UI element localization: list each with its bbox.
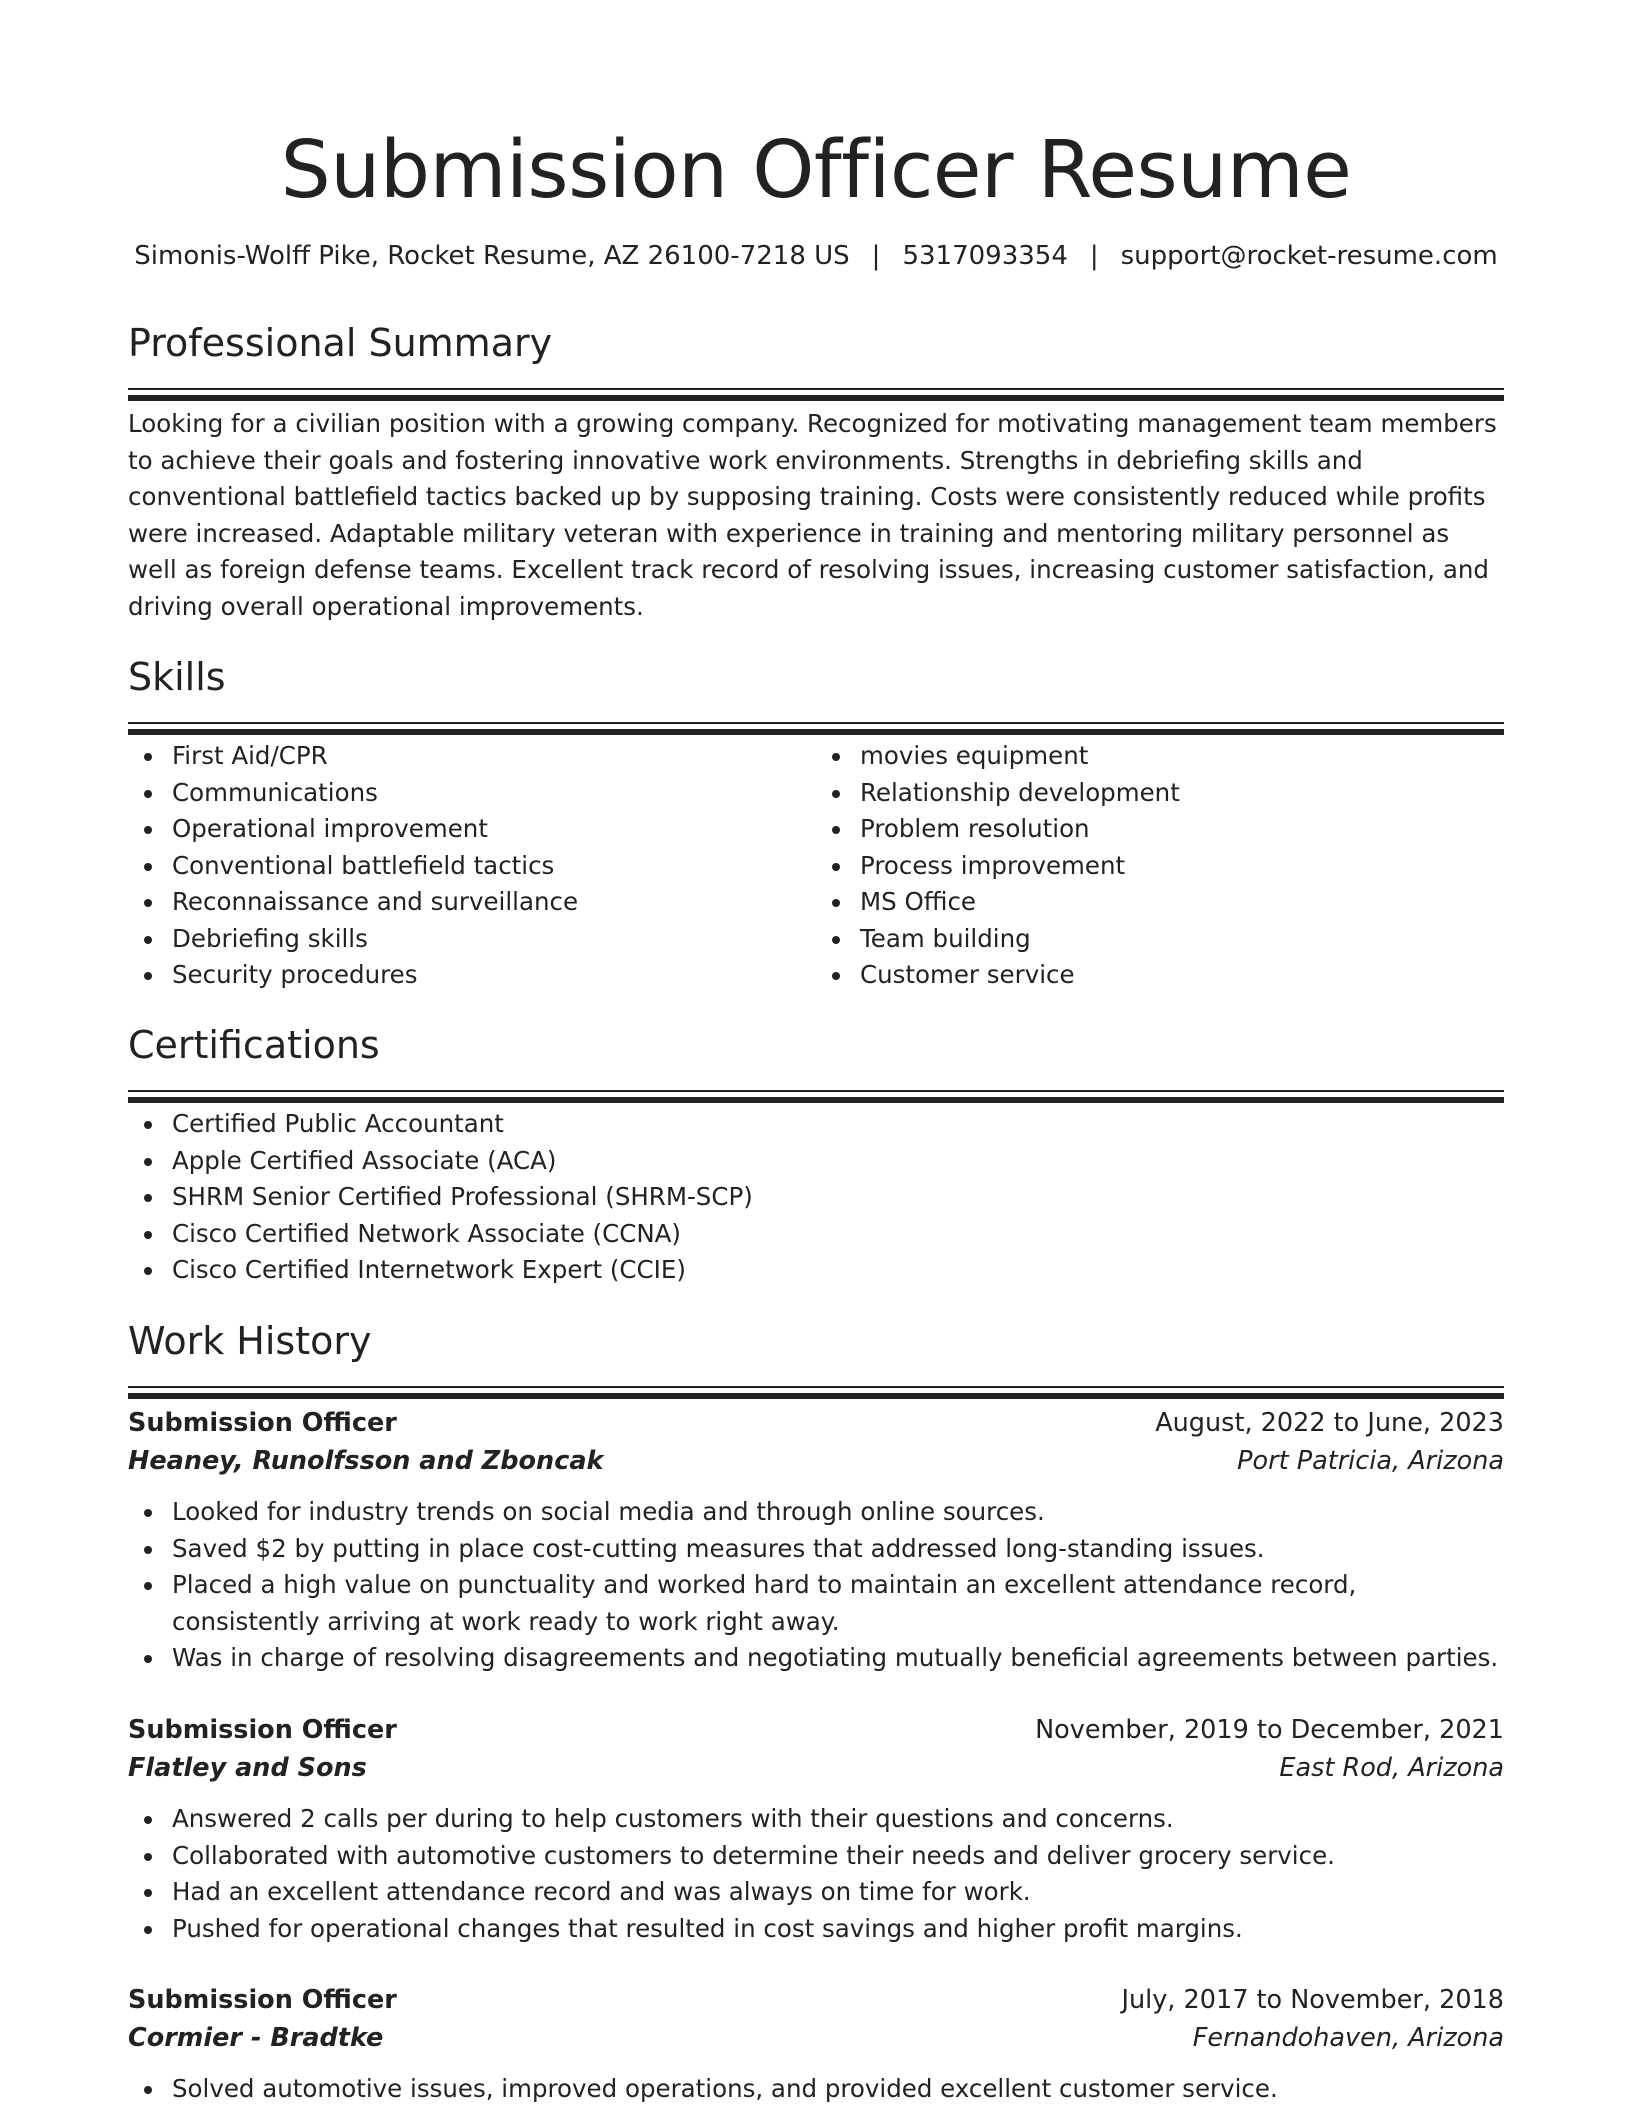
contact-email[interactable]: support@rocket-resume.com xyxy=(1120,241,1498,271)
skill-item: Problem resolution xyxy=(860,811,1504,848)
skill-item: Reconnaissance and surveillance xyxy=(172,884,816,921)
summary-text: Looking for a civilian position with a growing company. Recognized for motivating management team members to achieve their goals and fostering innovative work environments. Strengths in debriefing skills and conventional battlefield tactics backed up by supposing training. Costs were consistently reduced while profits were increased. Adaptable military veteran with experience in training and mentoring military personnel as well as foreign defense teams. Excellent track record of resolving issues, increasing customer satisfaction, and driving overall operational improvements. xyxy=(128,409,1497,621)
certifications-list xyxy=(128,1106,1504,1289)
contact-phone: 5317093354 xyxy=(902,241,1068,271)
skill-item: Customer service xyxy=(860,957,1504,994)
contact-separator: | xyxy=(871,241,881,271)
section-divider xyxy=(128,1386,1504,1399)
section-divider xyxy=(128,1090,1504,1103)
skills-list xyxy=(128,738,1504,994)
job-company: Flatley and Sons xyxy=(128,1753,367,1783)
section-divider xyxy=(128,388,1504,401)
certification-item: SHRM Senior Certified Professional (SHRM-SCP) xyxy=(172,1179,1504,1216)
work-section-header xyxy=(128,1316,1504,1399)
job-title: Submission Officer xyxy=(128,1715,397,1745)
certification-item: Cisco Certified Network Associate (CCNA) xyxy=(172,1216,1504,1253)
job-title: Submission Officer xyxy=(128,1985,397,2015)
section-divider xyxy=(128,722,1504,735)
contact-separator: | xyxy=(1089,241,1099,271)
certification-item: Certified Public Accountant xyxy=(172,1106,1504,1143)
page-title: Submission Officer Resume xyxy=(280,124,1352,216)
job-bullet: Looked for industry trends on social media and through online sources. xyxy=(172,1494,1504,1531)
skill-item: Relationship development xyxy=(860,775,1504,812)
job-bullet: Answered 2 calls per during to help customers with their questions and concerns. xyxy=(172,1801,1504,1838)
skills-column-right xyxy=(816,738,1504,994)
job-bullet: Saved $2 by putting in place cost-cutting measures that addressed long-standing issues. xyxy=(172,1531,1504,1568)
job-company: Heaney, Runolfsson and Zboncak xyxy=(128,1446,604,1476)
job-bullets xyxy=(128,1801,1504,1947)
job-title: Submission Officer xyxy=(128,1408,397,1438)
job-bullet: Had an excellent attendance record and was always on time for work. xyxy=(172,1874,1504,1911)
certification-item: Apple Certified Associate (ACA) xyxy=(172,1143,1504,1180)
job-company: Cormier - Bradtke xyxy=(128,2023,384,2053)
certifications-section-header xyxy=(128,1020,1504,1103)
job-location: East Rod, Arizona xyxy=(1279,1753,1504,1783)
skill-item: movies equipment xyxy=(860,738,1504,775)
job-dates: August, 2022 to June, 2023 xyxy=(1155,1408,1504,1438)
skill-item: Debriefing skills xyxy=(172,921,816,958)
contact-line xyxy=(128,238,1504,274)
job-bullets xyxy=(128,2071,1504,2108)
skill-item: Security procedures xyxy=(172,957,816,994)
job-bullet: Placed a high value on punctuality and worked hard to maintain an excellent attendance record, consistently arriving at work ready to work right away. xyxy=(172,1567,1504,1640)
summary-section-header xyxy=(128,318,1504,401)
job-header-row xyxy=(128,1404,1504,1442)
skills-section-header xyxy=(128,652,1504,735)
skill-item: Team building xyxy=(860,921,1504,958)
skill-item: Operational improvement xyxy=(172,811,816,848)
job-dates: November, 2019 to December, 2021 xyxy=(1035,1715,1504,1745)
job-bullet: Pushed for operational changes that resulted in cost savings and higher profit margins. xyxy=(172,1911,1504,1948)
job-bullet: Solved automotive issues, improved operations, and provided excellent customer service. xyxy=(172,2071,1504,2108)
job-entry xyxy=(128,1711,1504,1947)
job-bullet: Collaborated with automotive customers to determine their needs and deliver grocery service. xyxy=(172,1838,1504,1875)
job-company-row xyxy=(128,2019,1504,2057)
skill-item: Communications xyxy=(172,775,816,812)
job-location: Port Patricia, Arizona xyxy=(1237,1446,1504,1476)
job-header-row xyxy=(128,1981,1504,2019)
summary-heading: Professional Summary xyxy=(128,321,553,365)
job-company-row xyxy=(128,1442,1504,1480)
job-bullet: Was in charge of resolving disagreements and negotiating mutually beneficial agreements between parties. xyxy=(172,1640,1504,1677)
skills-column-left xyxy=(128,738,816,994)
certifications-heading: Certifications xyxy=(128,1023,380,1067)
job-entry xyxy=(128,1981,1504,2108)
certification-item: Cisco Certified Internetwork Expert (CCIE) xyxy=(172,1252,1504,1289)
skill-item: MS Office xyxy=(860,884,1504,921)
contact-address: Simonis-Wolff Pike, Rocket Resume, AZ 26100-7218 US xyxy=(134,241,850,271)
skill-item: Process improvement xyxy=(860,848,1504,885)
job-dates: July, 2017 to November, 2018 xyxy=(1121,1985,1504,2015)
job-company-row xyxy=(128,1749,1504,1787)
job-bullets xyxy=(128,1494,1504,1677)
job-location: Fernandohaven, Arizona xyxy=(1192,2023,1504,2053)
work-heading: Work History xyxy=(128,1319,372,1363)
job-header-row xyxy=(128,1711,1504,1749)
job-entry xyxy=(128,1404,1504,1677)
skill-item: Conventional battlefield tactics xyxy=(172,848,816,885)
skill-item: First Aid/CPR xyxy=(172,738,816,775)
skills-heading: Skills xyxy=(128,655,226,699)
